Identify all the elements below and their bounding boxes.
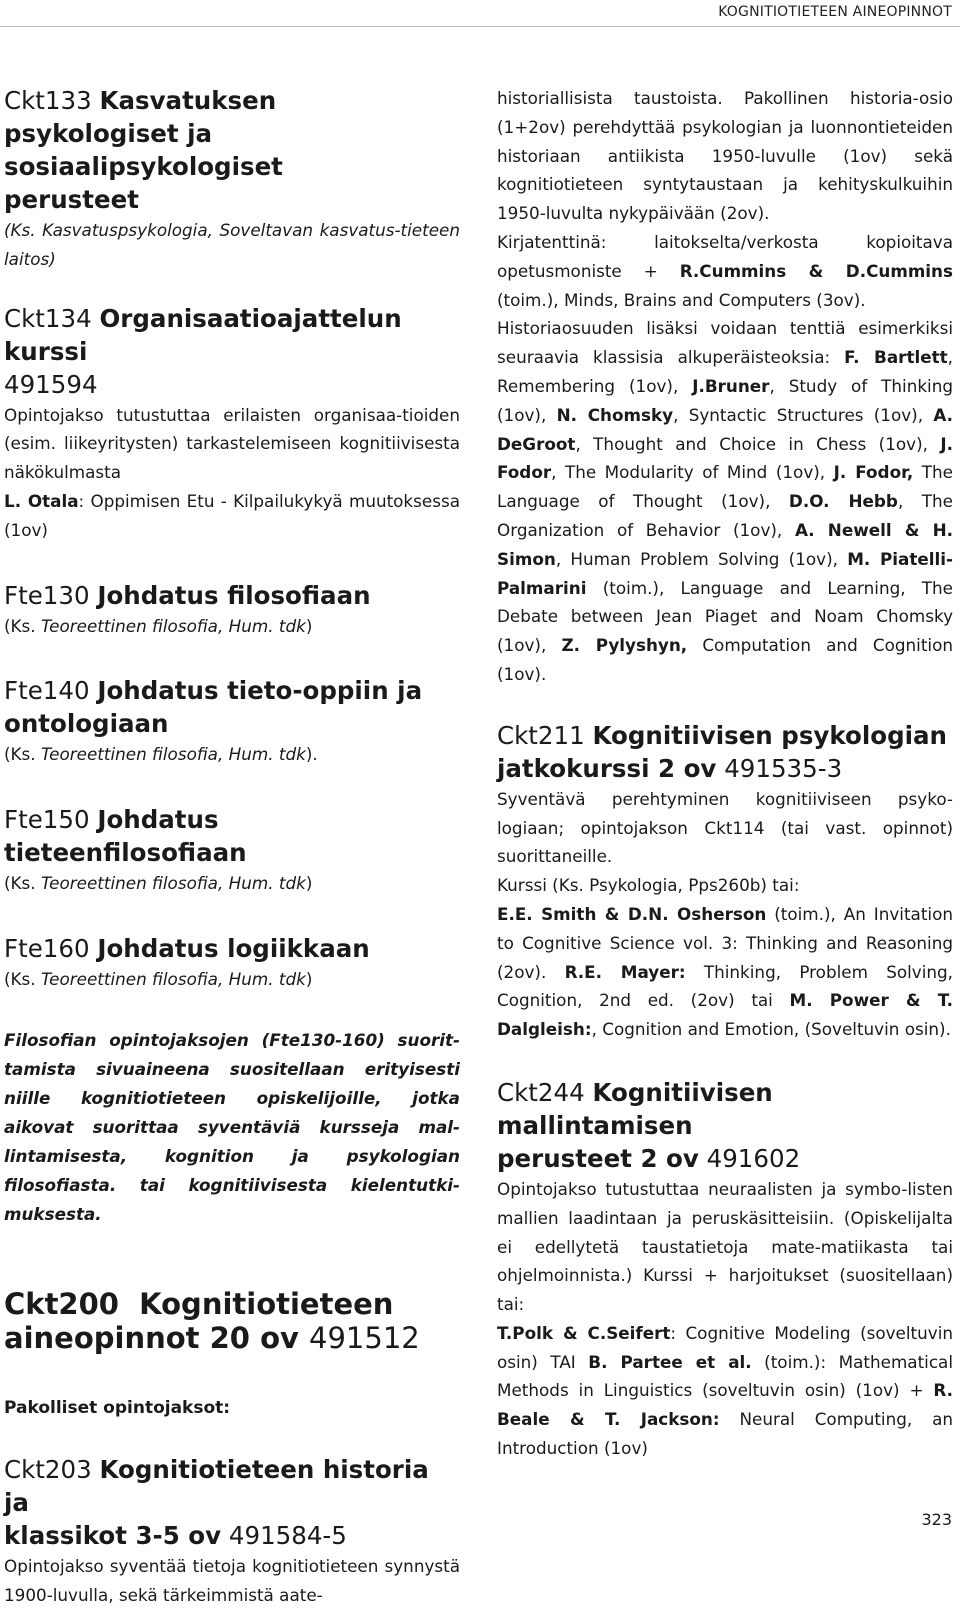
course-heading	[497, 719, 953, 785]
literature-title: , Human Problem Solving (1ov),	[555, 548, 848, 569]
course-code: Ckt134	[4, 303, 92, 333]
literature-author: M. Power & T. Dalgleish:	[497, 990, 954, 1040]
literature-title: , Cognition and Emotion, (Soveltuvin osin).	[591, 1019, 951, 1040]
course-code: Fte160	[4, 933, 90, 963]
literature-title: , The Organization of Behavior (1ov),	[497, 491, 953, 540]
ref-text: Teoreettinen filosofia, Hum. tdk	[40, 744, 306, 765]
course-reference	[4, 869, 460, 898]
course-reference	[4, 612, 460, 641]
ckt203-description-cont: historiallisista taustoista. Pakollinen historia-osio (1+2ov) perehdyttää psykologian ja luonnontieteiden historiaan antiikista 1950-luvulle (1ov) sekä kognitiotieteen syntytaustaan ja kehityskulkuihin 1950-luvulta nykypäivään (2ov).	[497, 88, 953, 224]
course-option: Kurssi (Ks. Psykologia, Pps260b) tai:	[497, 875, 800, 896]
course-heading	[4, 932, 460, 965]
literature-author: R.E. Mayer:	[564, 961, 686, 982]
ref-prefix: (Ks.	[4, 873, 36, 894]
literature-title: Computation and Cognition (1ov).	[497, 635, 953, 684]
literature-author: R. Beale & T. Jackson:	[497, 1380, 953, 1430]
ref-text: Teoreettinen filosofia, Hum. tdk	[40, 615, 306, 636]
course-title: Kognitiotieteen historia ja	[4, 1454, 429, 1517]
literature-title: : Cognitive Modeling (soveltuvin osin) TAI	[497, 1322, 953, 1372]
left-column	[4, 82, 460, 1609]
course-fte150	[4, 803, 460, 898]
module-code: Ckt200	[4, 1286, 119, 1321]
literature-author: A. DeGroot	[497, 404, 954, 454]
literature-author: F. Bartlett	[844, 347, 948, 368]
course-title: Kasvatuksen	[99, 86, 277, 115]
ref-prefix: (Ks.	[4, 968, 36, 989]
literature-title: , The Modularity of Mind (1ov),	[551, 462, 834, 483]
literature-title: , Remembering (1ov),	[497, 347, 953, 396]
literature-title: , Thought and Choice in Chess (1ov),	[575, 433, 941, 454]
course-ckt244	[497, 1076, 953, 1463]
course-description: Opintojakso syventää tietoja kognitiotieteen synnystä 1900-luvulla, sekä tärkeimmistä aate-	[4, 1555, 460, 1605]
course-title: Johdatus filosofiaan	[97, 580, 371, 610]
course-description: Opintojakso tutustuttaa erilaisten organisaa-tioiden (esim. liikeyritysten) tarkastelemiseen kognitiivisesta näkökulmasta	[4, 404, 460, 483]
course-title-line: perusteet	[4, 185, 139, 214]
exam-authors: R.Cummins & D.Cummins	[679, 260, 953, 281]
module-number: 491512	[309, 1320, 420, 1355]
course-title: Johdatus tieteenfilosofiaan	[4, 805, 247, 868]
course-ckt133	[4, 84, 460, 274]
literature-title: (toim.): Mathematical Methods in Linguistics (soveltuvin osin) (1ov) +	[497, 1351, 953, 1401]
course-fte140	[4, 674, 460, 769]
course-title-line: ontologiaan	[4, 709, 169, 739]
course-title: Johdatus tieto-oppiin ja	[97, 676, 423, 706]
course-number: 491584-5	[228, 1520, 347, 1550]
exam-text: Kirjatenttinä: laitokselta/verkosta kopioitava opetusmoniste +	[497, 231, 953, 281]
course-title: Kognitiivisen psykologian	[592, 720, 947, 750]
mandatory-courses-heading: Pakolliset opintojaksot:	[4, 1397, 231, 1418]
literature-title: : Oppimisen Etu - Kilpailukykyä muutoksessa (1ov)	[4, 490, 460, 540]
literature-author: B. Partee et al.	[588, 1351, 752, 1372]
course-heading	[4, 302, 460, 401]
course-fte160	[4, 932, 460, 994]
exam-title: (toim.), Minds, Brains and Computers (3ov).	[497, 289, 866, 310]
course-number: 491594	[4, 369, 98, 399]
course-reference: (Ks. Kasvatuspsykologia, Soveltavan kasvatus-tieteen laitos)	[4, 220, 460, 269]
philosophy-note: Filosofian opintojaksojen (Fte130-160) suorit-tamista sivuaineena suositellaan erityisesti niille kognitiotieteen opiskelijoille, jotka aikovat suorittaa syventäviä kursseja mal-lintamisesta, kognition ja psykologian filosofiasta. tai kognitiivisesta kielentutki-muksesta.	[4, 1029, 460, 1224]
literature-author: M. Piatelli-Palmarini	[497, 548, 953, 598]
course-fte130	[4, 579, 460, 641]
course-heading	[4, 84, 460, 216]
course-heading	[4, 674, 460, 740]
running-head-text: KOGNITIOTIETEEN AINEOPINNOT	[718, 4, 952, 20]
ckt203-exam	[497, 228, 953, 314]
right-column	[497, 84, 953, 1463]
course-ckt203	[4, 1453, 460, 1609]
course-ckt211	[497, 719, 953, 1044]
literature-author: D.O. Hebb	[788, 491, 898, 512]
course-title-line: perusteet 2 ov	[497, 1143, 699, 1173]
course-title-line: klassikot 3-5 ov	[4, 1520, 222, 1550]
course-title: Johdatus logiikkaan	[97, 933, 370, 963]
course-literature	[4, 487, 460, 545]
course-number: 491602	[706, 1143, 801, 1173]
ref-text: Teoreettinen filosofia, Hum. tdk	[40, 873, 306, 894]
course-description: Syventävä perehtyminen kognitiiviseen psyko-logiaan; opintojakson Ckt114 (tai vast. opinnot) suorittaneille.	[497, 788, 953, 867]
module-title: Kognitiotieteen	[139, 1286, 394, 1321]
course-heading	[4, 803, 460, 869]
classics-intro: Historiaosuuden lisäksi voidaan tenttiä esimerkiksi seuraavia klassisia alkuperäisteoksia:	[497, 318, 953, 368]
literature-title: (toim.), Language and Learning, The Debate between Jean Piaget and Noam Chomsky (1ov),	[497, 577, 953, 656]
ref-prefix: (Ks.	[4, 744, 36, 765]
course-literature	[497, 1319, 953, 1463]
course-heading	[4, 1453, 460, 1552]
course-title-line: psykologiset ja sosiaalipsykologiset	[4, 119, 283, 181]
course-title: Kognitiivisen mallintamisen	[497, 1077, 773, 1140]
course-code: Ckt244	[497, 1077, 585, 1107]
literature-title: Neural Computing, an Introduction (1ov)	[497, 1409, 953, 1459]
ref-suffix: )	[305, 968, 313, 989]
course-ckt134	[4, 302, 460, 545]
literature-title: , Study of Thinking (1ov),	[497, 375, 953, 425]
literature-author: T.Polk & C.Seifert	[497, 1322, 671, 1343]
course-code: Ckt211	[497, 720, 585, 750]
literature-author: L. Otala	[4, 490, 79, 511]
literature-author: J. Fodor	[497, 433, 953, 483]
course-literature	[497, 900, 953, 1044]
literature-author: A. Newell & H. Simon	[497, 519, 953, 569]
course-code: Fte140	[4, 676, 90, 706]
course-reference	[4, 965, 460, 994]
running-head	[0, 0, 960, 27]
module-heading	[4, 1287, 460, 1355]
classics-list	[497, 347, 953, 684]
ckt203-classics	[497, 314, 953, 688]
course-title: Organisaatioajattelun kurssi	[4, 303, 402, 366]
literature-author: N. Chomsky	[556, 404, 674, 425]
ref-text: Teoreettinen filosofia, Hum. tdk	[40, 968, 306, 989]
course-reference	[4, 740, 460, 769]
page-number: 323	[921, 1510, 952, 1529]
course-heading	[4, 579, 460, 612]
course-description: Opintojakso tutustuttaa neuraalisten ja symbo-listen mallien laadintaan ja peruskäsitteisiin. (Opiskelijalta ei edellytetä taustatietoja mate-matiikasta tai ohjelmoinnista.) Kurssi + harjoitukset (suositellaan) tai:	[497, 1178, 953, 1315]
ref-suffix: )	[305, 873, 313, 894]
ref-prefix: (Ks.	[4, 615, 36, 636]
literature-title: Thinking, Problem Solving, Cognition, 2nd ed. (2ov) tai	[497, 961, 953, 1011]
literature-author: E.E. Smith & D.N. Osherson	[497, 903, 767, 924]
literature-title: The Language of Thought (1ov),	[497, 462, 954, 512]
course-code: Fte130	[4, 580, 90, 610]
literature-author: Z. Pylyshyn,	[561, 635, 688, 656]
literature-title: (toim.), An Invitation to Cognitive Science vol. 3: Thinking and Reasoning (2ov).	[497, 903, 953, 982]
course-title-line: jatkokurssi 2 ov	[497, 753, 717, 783]
literature-author: J.Bruner	[692, 375, 770, 396]
course-heading	[497, 1076, 953, 1175]
ref-suffix: )	[305, 615, 313, 636]
course-ckt200	[4, 1287, 460, 1355]
ref-suffix: ).	[305, 744, 318, 765]
course-code: Fte150	[4, 805, 90, 835]
course-code: Ckt133	[4, 86, 92, 115]
course-code: Ckt203	[4, 1454, 92, 1484]
literature-title: , Syntactic Structures (1ov),	[673, 404, 934, 425]
literature-author: J. Fodor,	[833, 462, 914, 483]
course-number: 491535-3	[724, 753, 843, 783]
module-title-line: aineopinnot 20 ov	[4, 1320, 299, 1355]
